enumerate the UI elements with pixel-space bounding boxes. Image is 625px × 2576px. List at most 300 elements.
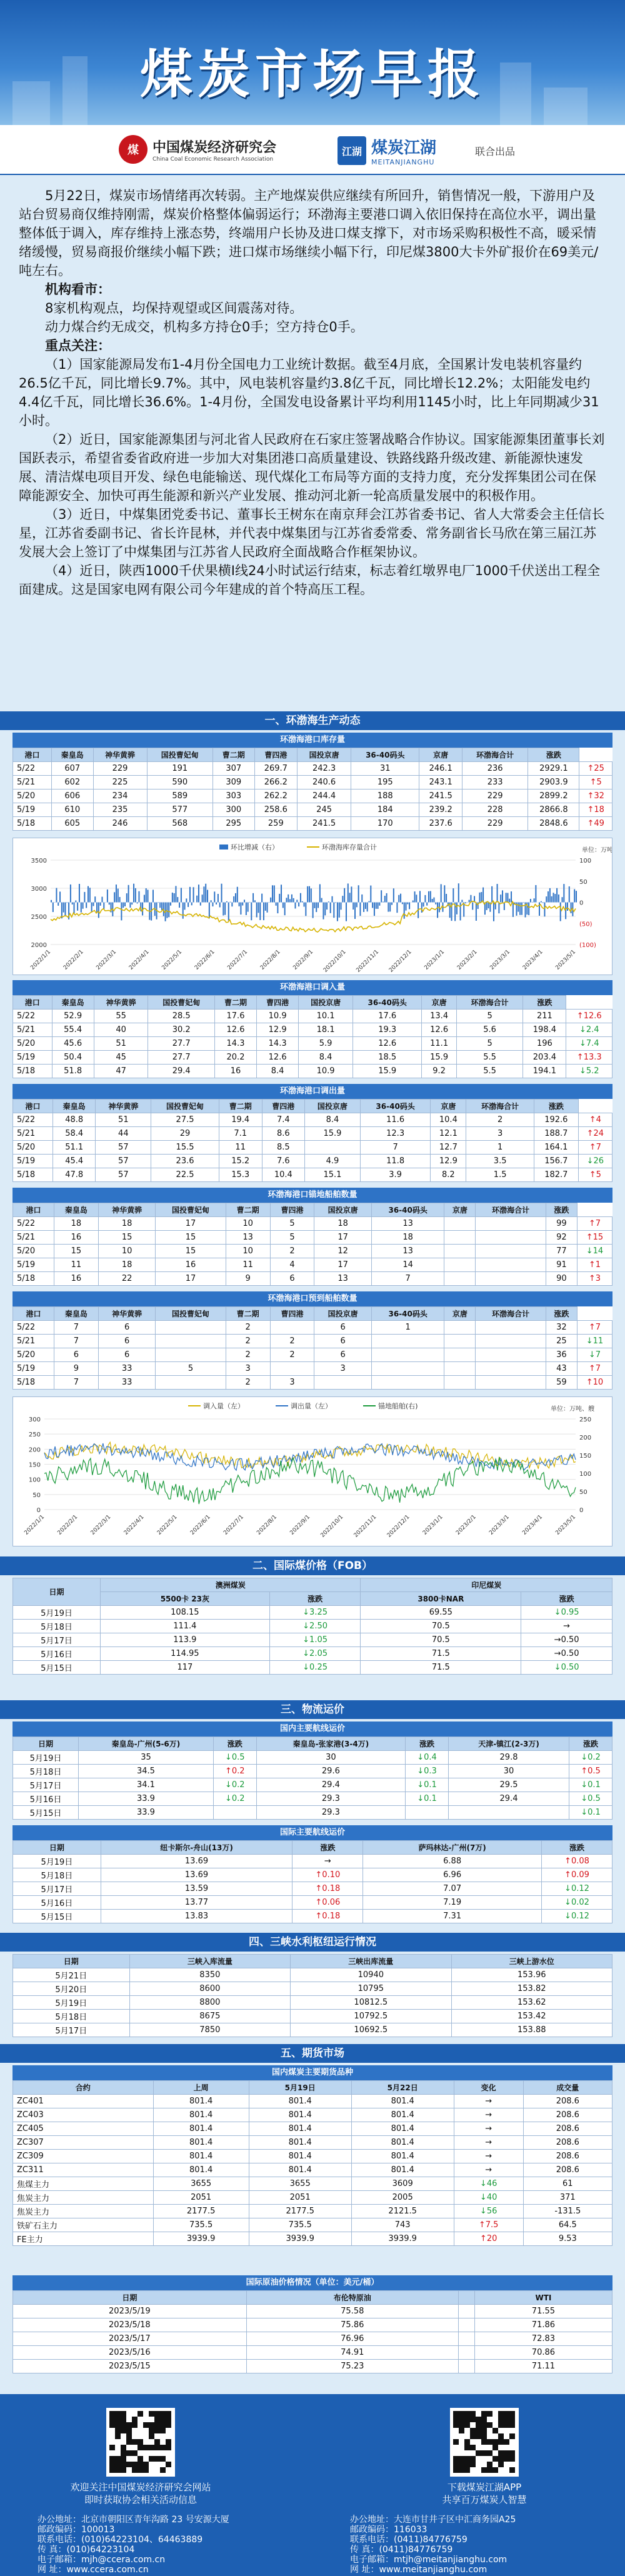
cceri-logo[interactable] (119, 135, 276, 164)
table-cell: 29.3 (256, 1806, 405, 1820)
table-cell: ↓0.2 (213, 1792, 256, 1806)
cceri-name: 中国煤炭经济研究会 (152, 139, 277, 156)
qr-module (509, 2433, 515, 2439)
table-cell: 577 (147, 803, 212, 817)
table-cell: 3655 (153, 2177, 249, 2191)
qr-module (121, 2450, 126, 2456)
x-tick-label: 2023/2/1 (455, 1514, 478, 1536)
table-cell (458, 2360, 474, 2373)
change-bar (535, 885, 536, 903)
table-cell: 6.88 (363, 1855, 542, 1868)
table-cell: ZC309 (13, 2150, 154, 2163)
table-row (13, 1792, 612, 1806)
table-cell: 5/19 (13, 803, 52, 817)
table-cell: 208.6 (523, 2150, 612, 2163)
table-cell: ↑0.08 (541, 1855, 612, 1868)
table-cell: 10795 (291, 1982, 451, 1996)
qr-module (121, 2422, 126, 2428)
change-bar (131, 903, 132, 905)
table-cell: 2121.5 (351, 2205, 454, 2218)
table-cell: 2051 (249, 2191, 351, 2205)
change-bar (251, 903, 252, 921)
table-cell: 195 (351, 776, 419, 789)
qr-module (121, 2445, 126, 2450)
table-cell: 5月19日 (13, 1606, 101, 1620)
table-cell (156, 1348, 226, 1362)
inbound-table (12, 995, 612, 1078)
table-cell: ↓46 (454, 2177, 523, 2191)
table-cell: 229 (462, 789, 528, 803)
table-row (13, 803, 612, 817)
table-cell: 7850 (129, 2023, 290, 2037)
table-cell: 2 (270, 1335, 314, 1348)
table-cell: 801.4 (249, 2095, 351, 2108)
change-bar (226, 901, 228, 903)
table-cell: 801.4 (153, 2136, 249, 2150)
qr-module (498, 2450, 504, 2456)
anchor-table (12, 1203, 612, 1286)
table-cell: 4 (270, 1258, 314, 1272)
legend-swatch (219, 844, 228, 849)
table-cell: 13.77 (101, 1896, 292, 1910)
column-header: 合约 (13, 2081, 154, 2095)
table-cell: 10 (226, 1245, 270, 1258)
col-id-change: 涨跌 (521, 1592, 612, 1606)
table-cell: 48.8 (52, 1113, 96, 1127)
column-header: 港口 (13, 1203, 54, 1217)
change-bar (146, 888, 147, 902)
table-cell: 589 (147, 789, 212, 803)
change-bar (346, 903, 347, 921)
table-cell: 801.4 (249, 2122, 351, 2136)
table-cell: 3939.9 (153, 2232, 249, 2246)
x-tick-label: 2022/6/1 (189, 1514, 212, 1536)
change-bar (342, 896, 343, 902)
change-bar (318, 903, 319, 908)
x-tick-label: 2022/2/1 (62, 949, 85, 971)
table-cell: 5月17日 (13, 2023, 130, 2037)
table-cell: ↓14 (577, 1245, 612, 1258)
table-cell: ↑3 (577, 1272, 612, 1286)
table-cell: 192.6 (534, 1113, 579, 1127)
section-4-heading: 四、三峡水利枢纽运行情况 (0, 1933, 625, 1952)
table-cell: 188 (351, 789, 419, 803)
table-cell: 801.4 (351, 2095, 454, 2108)
table-cell: 9.2 (422, 1065, 457, 1078)
change-bar (258, 903, 259, 913)
change-bar (86, 903, 87, 908)
qr-module (160, 2422, 166, 2428)
change-bar (242, 903, 243, 906)
legend-label: 环渤海库存量合计 (322, 843, 377, 851)
cceri-caption-2: 即时获取协会相关活动信息 (84, 2494, 197, 2505)
change-bar (56, 888, 57, 902)
table-cell: 153.88 (451, 2023, 612, 2037)
table-cell (476, 1348, 546, 1362)
table-cell: 13.4 (422, 1010, 457, 1023)
joint-production-label: 联合出品 (475, 146, 516, 158)
table-cell: ↓0.95 (521, 1606, 612, 1620)
change-bar (200, 903, 201, 906)
column-header: 环渤海合计 (466, 1100, 534, 1113)
table-cell: 2023/5/19 (13, 2305, 247, 2318)
table-cell: 17 (156, 1272, 226, 1286)
table-cell: 7 (54, 1376, 98, 1390)
table-cell: ↓2.50 (269, 1620, 361, 1633)
change-bar (423, 903, 424, 907)
change-bar (358, 885, 359, 902)
table-cell: 9.53 (523, 2232, 612, 2246)
qr-module (453, 2439, 459, 2445)
table-cell: ↓3.25 (269, 1606, 361, 1620)
table-cell: ↓0.2 (213, 1778, 256, 1792)
qr-module (143, 2462, 149, 2467)
table-cell: ↑20 (454, 2232, 523, 2246)
col-au-5500: 5500卡 23灰 (101, 1592, 270, 1606)
table-row (13, 1633, 612, 1647)
change-bar (319, 884, 321, 902)
table-cell: ↑0.18 (292, 1910, 363, 1923)
change-bar (133, 884, 134, 903)
change-bar (432, 899, 433, 902)
change-bar (363, 903, 364, 912)
qr-module (470, 2411, 476, 2417)
change-bar (249, 902, 250, 903)
table-cell: 5月16日 (13, 1647, 101, 1661)
anchor-table-title: 环渤海港口锚地船舶数量 (12, 1188, 612, 1203)
table-cell: 241.5 (419, 789, 462, 803)
table-cell: 3939.9 (351, 2232, 454, 2246)
table-cell: 8600 (129, 1982, 290, 1996)
table-cell: 17 (314, 1258, 372, 1272)
change-bar (349, 893, 351, 902)
table-cell: 34.5 (79, 1765, 214, 1778)
table-cell: 3 (466, 1127, 534, 1141)
table-row (13, 2205, 612, 2218)
qr-module (476, 2450, 481, 2456)
table-cell (406, 1806, 449, 1820)
table-cell: 801.4 (351, 2136, 454, 2150)
x-tick-label: 2023/1/1 (423, 949, 446, 971)
change-bar (281, 885, 282, 902)
table-cell: 18.1 (299, 1023, 353, 1037)
table-cell: 10.4 (431, 1113, 466, 1127)
table-cell: 242.3 (298, 762, 351, 776)
table-cell: 5月17日 (13, 1633, 101, 1647)
qr-module (138, 2456, 143, 2462)
qr-module (149, 2428, 154, 2433)
table-cell: → (521, 1620, 612, 1633)
table-cell: 191 (147, 762, 212, 776)
change-bar (84, 892, 85, 903)
table-cell: 15.9 (422, 1051, 457, 1065)
change-bar (331, 896, 332, 903)
column-header: 环渤海合计 (456, 996, 522, 1010)
table-cell: 29.8 (448, 1751, 569, 1765)
qr-module (476, 2417, 481, 2422)
table-cell: 2848.6 (528, 817, 579, 831)
table-cell: 5/19 (13, 1155, 53, 1168)
table-cell: 801.4 (351, 2122, 454, 2136)
y-tick-label: 150 (28, 1461, 41, 1469)
table-cell: ↑0.09 (541, 1868, 612, 1882)
change-bar (328, 901, 329, 902)
table-cell: 23.6 (151, 1155, 219, 1168)
qr-module (149, 2456, 154, 2462)
market-summary (19, 186, 606, 599)
change-bar (92, 903, 94, 906)
qr-module (121, 2428, 126, 2433)
change-bar (548, 891, 549, 903)
table-cell: 243.1 (419, 776, 462, 789)
change-bar (476, 903, 477, 921)
table-cell: 5/21 (13, 1023, 52, 1037)
table-cell (444, 1231, 476, 1245)
column-header: 涨跌 (292, 1841, 363, 1855)
change-bar (118, 889, 119, 903)
table-cell: 371 (523, 2191, 612, 2205)
table-cell: 33 (98, 1376, 156, 1390)
change-bar (94, 896, 96, 902)
table-cell (444, 1217, 476, 1231)
change-bar (63, 903, 64, 913)
table-cell: ↑0.5 (569, 1765, 612, 1778)
table-cell: 33.9 (79, 1806, 214, 1820)
change-bar (469, 900, 470, 903)
change-bar (211, 900, 212, 902)
column-header: 变化 (454, 2081, 523, 2095)
column-header: 秦皇岛 (54, 1307, 98, 1321)
change-bar (75, 900, 76, 902)
table-cell: 153.42 (451, 2010, 612, 2023)
table-cell: 801.4 (249, 2136, 351, 2150)
table-cell: 2023/5/16 (13, 2346, 247, 2360)
table-cell: 27.5 (151, 1113, 219, 1127)
change-bar (354, 903, 356, 920)
column-header: 36-40码头 (360, 1100, 431, 1113)
table-cell: 5 (456, 1037, 522, 1051)
table-cell: 15.9 (305, 1127, 361, 1141)
change-bar (311, 888, 312, 902)
table-row (13, 1647, 612, 1661)
meitanjianghu-qr-code[interactable] (450, 2408, 519, 2477)
pre-arrival-table-title: 环渤海港口预到船舶数量 (12, 1291, 612, 1306)
table-cell: 5.5 (456, 1065, 522, 1078)
table-cell: 801.4 (351, 2108, 454, 2122)
change-bar (498, 903, 499, 914)
change-bar (159, 903, 161, 908)
change-bar (263, 903, 264, 921)
change-bar (482, 888, 484, 903)
change-bar (519, 903, 521, 915)
table-cell: 55.4 (52, 1023, 94, 1037)
change-bar (549, 888, 551, 903)
qr-module (154, 2417, 160, 2422)
table-cell (476, 1272, 546, 1286)
table-row (13, 1010, 612, 1023)
report-title: 煤炭市场早报 (139, 43, 485, 105)
table-cell: 153.62 (451, 1996, 612, 2010)
table-row (13, 789, 612, 803)
table-cell: 153.82 (451, 1982, 612, 1996)
qr-module (149, 2445, 154, 2450)
change-bar (563, 884, 564, 902)
column-header: 涨跌 (213, 1737, 256, 1751)
table-cell: 69.55 (361, 1606, 521, 1620)
change-bar (452, 888, 454, 902)
table-cell: 15 (156, 1231, 226, 1245)
y-tick-label: 0 (36, 1507, 41, 1514)
table-cell (444, 1258, 476, 1272)
y-tick-label: 200 (28, 1446, 41, 1454)
legend-label: 环比增减（右） (231, 843, 279, 851)
qr-module (121, 2456, 126, 2462)
table-cell: → (454, 2122, 523, 2136)
table-cell: ↑12.6 (566, 1010, 612, 1023)
y2-tick-label: (100) (579, 942, 596, 949)
meitanjianghu-logo[interactable] (338, 135, 436, 166)
change-bar (324, 903, 326, 916)
table-cell: → (292, 1855, 363, 1868)
column-header: 日期 (13, 2291, 247, 2305)
change-bar (282, 903, 284, 908)
col-au-change: 涨跌 (269, 1592, 361, 1606)
change-bar (479, 893, 480, 903)
table-row (13, 1910, 612, 1923)
change-bar (129, 903, 131, 908)
qr-module (459, 2456, 464, 2462)
change-bar (279, 894, 280, 903)
table-cell: 7.1 (219, 1127, 262, 1141)
table-row (13, 1868, 612, 1882)
change-bar (428, 891, 429, 903)
table-cell: 13.83 (101, 1910, 292, 1923)
x-tick-label: 2022/11/1 (355, 949, 381, 974)
table-cell: 229 (462, 817, 528, 831)
table-cell: 801.4 (249, 2150, 351, 2163)
table-cell: 246 (93, 817, 147, 831)
table-cell: 27.7 (148, 1051, 214, 1065)
table-cell: ↓26 (578, 1155, 612, 1168)
column-header: 国投京唐 (305, 1100, 361, 1113)
table-cell: ↓0.2 (569, 1751, 612, 1765)
table-cell: 75.58 (246, 2305, 458, 2318)
table-cell: 30 (256, 1751, 405, 1765)
change-bar (81, 903, 82, 913)
table-cell: 31 (351, 762, 419, 776)
change-bar (277, 903, 278, 914)
table-cell: 铁矿石主力 (13, 2218, 154, 2232)
table-cell: 605 (51, 817, 93, 831)
table-cell: 29.4 (448, 1792, 569, 1806)
y2-tick-label: 200 (579, 1435, 592, 1441)
table-cell: 5月18日 (13, 1765, 79, 1778)
table-row (13, 2305, 612, 2318)
qr-module (509, 2467, 515, 2473)
column-header: WTI (474, 2291, 612, 2305)
table-cell: 19.4 (219, 1113, 262, 1127)
section-5-heading: 五、期货市场 (0, 2044, 625, 2063)
table-row (13, 1778, 612, 1792)
change-bar (291, 895, 292, 903)
change-bar (89, 888, 91, 902)
y2-tick-label: 100 (579, 858, 592, 865)
table-cell: 1 (466, 1141, 534, 1155)
change-bar (491, 886, 492, 903)
table-cell: 262.2 (254, 789, 298, 803)
cceri-qr-code[interactable] (106, 2408, 175, 2477)
qr-module (498, 2422, 504, 2428)
qr-module (492, 2445, 498, 2450)
table-cell: 17.6 (214, 1010, 256, 1023)
change-bar (409, 903, 410, 910)
table-cell: 2023/5/15 (13, 2360, 247, 2373)
qr-module (504, 2411, 509, 2417)
contact-line: 传 真：(0411)84776759 (350, 2545, 453, 2555)
qr-module (143, 2445, 149, 2450)
y2-tick-label: 0 (579, 1507, 584, 1514)
change-bar (128, 885, 129, 903)
table-row (13, 2346, 612, 2360)
change-bar (352, 903, 354, 910)
table-cell: → (454, 2163, 523, 2177)
qr-module (154, 2411, 160, 2417)
qr-module (453, 2417, 459, 2422)
table-cell: ↑0.2 (213, 1765, 256, 1778)
table-cell: 18 (98, 1217, 156, 1231)
qr-module (464, 2467, 470, 2473)
change-bar (528, 903, 529, 916)
table-cell: 184 (351, 803, 419, 817)
intl-coal-price-table (12, 1578, 612, 1675)
qr-module (166, 2417, 171, 2422)
change-bar (119, 897, 121, 903)
change-bar (506, 893, 507, 902)
qr-module (453, 2462, 459, 2467)
change-bar (560, 903, 561, 921)
table-cell: 18.5 (353, 1051, 422, 1065)
table-cell: 36 (546, 1348, 577, 1362)
change-bar (481, 892, 482, 902)
qr-module (154, 2428, 160, 2433)
table-cell: 8800 (129, 1996, 290, 2010)
qr-module (160, 2428, 166, 2433)
qr-module (109, 2445, 115, 2450)
y-tick-label: 3500 (31, 858, 47, 865)
contact-line: 电子邮箱：mjh@ccera.com.cn (38, 2555, 166, 2565)
table-cell: ↑13.3 (566, 1051, 612, 1065)
qr-module (115, 2417, 121, 2422)
contact-line: 网 址：www.meitanjianghu.com (350, 2565, 488, 2575)
table-cell: 29.4 (256, 1778, 405, 1792)
table-cell: 2866.8 (528, 803, 579, 817)
change-bar (456, 903, 458, 915)
x-tick-label: 2022/11/1 (352, 1514, 378, 1539)
change-bar (228, 903, 229, 921)
contact-line: 联系电话：(0411)84776759 (350, 2535, 468, 2545)
table-cell: 74.91 (246, 2346, 458, 2360)
table-cell: 113.9 (101, 1633, 270, 1647)
table-cell: → (454, 2136, 523, 2150)
table-row (13, 1751, 612, 1765)
qr-module (464, 2422, 470, 2428)
x-tick-label: 2022/7/1 (222, 1514, 245, 1536)
outbound-table (12, 1099, 612, 1182)
x-tick-label: 2022/12/1 (386, 1514, 411, 1539)
table-cell (213, 1806, 256, 1820)
table-row (13, 1606, 612, 1620)
qr-module (464, 2411, 470, 2417)
